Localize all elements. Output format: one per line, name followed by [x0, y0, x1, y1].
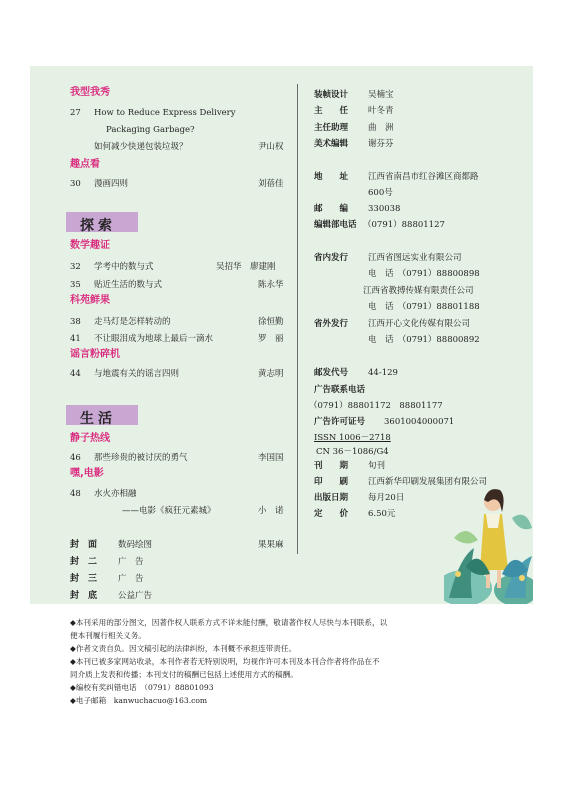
masthead-value: 吴楠宝 — [368, 90, 394, 100]
masthead-label: 定 价 — [314, 509, 349, 519]
page-number: 41 — [70, 334, 81, 344]
article-title[interactable]: 那些珍贵的被讨厌的勇气 — [94, 453, 188, 463]
page-number: 46 — [70, 453, 81, 463]
note-line: ◆作者文责自负。因文稿引起的法律纠纷，本刊概不承担连带责任。 — [70, 644, 297, 653]
section-title: 嘿,电影 — [70, 468, 104, 479]
cover-value: 公益广告 — [118, 591, 153, 601]
price-value: 6.50元 — [368, 509, 396, 519]
article-author: 小 诺 — [258, 506, 284, 516]
masthead-value: 谢芬芬 — [368, 139, 394, 149]
page-number: 27 — [70, 108, 81, 118]
masthead-value: 曲 洲 — [368, 123, 394, 133]
masthead-label: 广告联系电话 — [314, 385, 366, 395]
cover-author: 果果麻 — [258, 540, 284, 550]
distributor-phone: 电 话 （0791）88800898 — [368, 269, 480, 279]
section-bar-label: 探索 — [80, 218, 116, 234]
distributor-name: 江西省图远实业有限公司 — [368, 253, 462, 263]
masthead-label: 美术编辑 — [314, 139, 349, 149]
address-line: 600号 — [368, 188, 393, 198]
article-author: 黄志明 — [258, 369, 284, 379]
article-author: 罗 丽 — [258, 334, 284, 344]
section-title: 我型我秀 — [70, 87, 110, 98]
section-bar-shenghuo — [66, 405, 138, 425]
article-title[interactable]: 与地震有关的谣言四则 — [94, 369, 180, 379]
article-title[interactable]: 贴近生活的数与式 — [94, 280, 163, 290]
article-title[interactable]: 不让眼泪成为地球上最后一滴水 — [94, 334, 214, 344]
issn-value: ISSN 1006－2718 — [314, 433, 391, 443]
cover-value: 数码绘图 — [118, 540, 153, 550]
postcode-value: 330038 — [368, 204, 401, 214]
distributor-name: 江西开心文化传媒有限公司 — [368, 319, 471, 329]
postal-code-value: 44-129 — [368, 368, 398, 378]
ad-license-value: 3601004000071 — [384, 417, 455, 427]
note-line: ◆电子邮箱 kanwuchacuo@163.com — [70, 696, 208, 705]
article-author: 徐恒勤 — [258, 317, 284, 327]
article-subtitle: ——电影《疯狂元素城》 — [122, 506, 216, 516]
distributor-name: 江西省教搏传媒有限责任公司 — [363, 286, 474, 296]
girl-with-plants-illustration — [444, 478, 533, 604]
cn-value: CN 36－1086/G4 — [316, 447, 389, 457]
page-number: 48 — [70, 489, 81, 499]
address-line: 江西省南昌市红谷滩区商都路 — [368, 172, 479, 182]
publish-date-value: 每月20日 — [368, 493, 405, 503]
page-number: 35 — [70, 280, 81, 290]
section-title: 数学趣证 — [70, 240, 110, 251]
section-title: 谣言粉碎机 — [70, 349, 120, 360]
cover-value: 广 告 — [118, 557, 144, 567]
masthead-label: 省外发行 — [314, 319, 349, 329]
page-number: 30 — [70, 179, 81, 189]
section-bar-tansuo — [66, 212, 138, 232]
masthead-label: 出版日期 — [314, 493, 349, 503]
masthead-label: 主任助理 — [314, 123, 349, 133]
note-line: 同介质上发表和传播；本刊支付的稿酬已包括上述使用方式的稿酬。 — [70, 670, 298, 679]
cover-label: 封 面 — [70, 540, 98, 550]
masthead-label: 编辑部电话 — [314, 220, 357, 230]
article-title[interactable]: 走马灯是怎样转动的 — [94, 317, 171, 327]
masthead-label: 主 任 — [314, 106, 349, 116]
ad-phone-value: （0791）88801172 88801177 — [309, 401, 443, 411]
note-line: ◆本刊已被多家网站收录，本刊作者若无特别说明，均视作许可本刊及本刊合作者将作品在不 — [70, 657, 380, 666]
article-title[interactable]: Packaging Garbage? — [106, 125, 195, 135]
page-number: 44 — [70, 369, 81, 379]
distributor-phone: 电 话 （0791）88801188 — [368, 302, 480, 312]
footnotes — [70, 616, 500, 707]
page-number: 32 — [70, 262, 81, 272]
cover-value: 广 告 — [118, 574, 144, 584]
phone-value: （0791）88801127 — [363, 220, 445, 230]
article-author: 刘蓓佳 — [258, 179, 284, 189]
cover-label: 封 二 — [70, 557, 98, 567]
article-title[interactable]: 如何减少快递包装垃圾？ — [94, 142, 188, 152]
article-title[interactable]: 水火亦相融 — [94, 489, 137, 499]
article-author: 李国国 — [258, 453, 284, 463]
masthead-label: 地 址 — [314, 172, 349, 182]
section-title: 静子热线 — [70, 433, 110, 444]
masthead-label: 邮发代号 — [314, 368, 349, 378]
frequency-value: 旬刊 — [368, 461, 386, 471]
distributor-phone: 电 话 （0791）88800892 — [368, 335, 480, 345]
page-number: 38 — [70, 317, 81, 327]
note-line: ◆编校有奖纠错电话 （0791）88801093 — [70, 683, 214, 692]
note-line: 便本刊履行相关义务。 — [70, 631, 146, 640]
article-author: 尹山权 — [258, 142, 284, 152]
section-bar-label: 生活 — [80, 411, 116, 427]
printer-value: 江西新华印刷发展集团有限公司 — [368, 477, 488, 487]
article-title[interactable]: 学考中的数与式 — [94, 262, 154, 272]
masthead-value: 叶冬青 — [368, 106, 394, 116]
note-line: ◆本刊采用的部分图文，因著作权人联系方式不详未能付酬，敬请著作权人尽快与本刊联系，以 — [70, 618, 388, 627]
article-title[interactable]: How to Reduce Express Delivery — [94, 108, 236, 118]
masthead-label: 装帧设计 — [314, 90, 349, 100]
cover-label: 封 底 — [70, 591, 98, 601]
article-title[interactable]: 漫画四则 — [94, 179, 129, 189]
article-author: 陈永华 — [258, 280, 284, 290]
section-title: 趣点看 — [70, 159, 100, 170]
masthead-label: 刊 期 — [314, 461, 349, 471]
cover-label: 封 三 — [70, 574, 98, 584]
column-divider — [297, 84, 298, 554]
masthead-label: 邮 编 — [314, 204, 349, 214]
masthead-label: 印 刷 — [314, 477, 349, 487]
masthead-label: 省内发行 — [314, 253, 349, 263]
section-title: 科苑鲜果 — [70, 295, 110, 306]
article-author: 吴招华 廖建刚 — [216, 262, 276, 272]
masthead-label: 广告许可证号 — [314, 417, 366, 427]
